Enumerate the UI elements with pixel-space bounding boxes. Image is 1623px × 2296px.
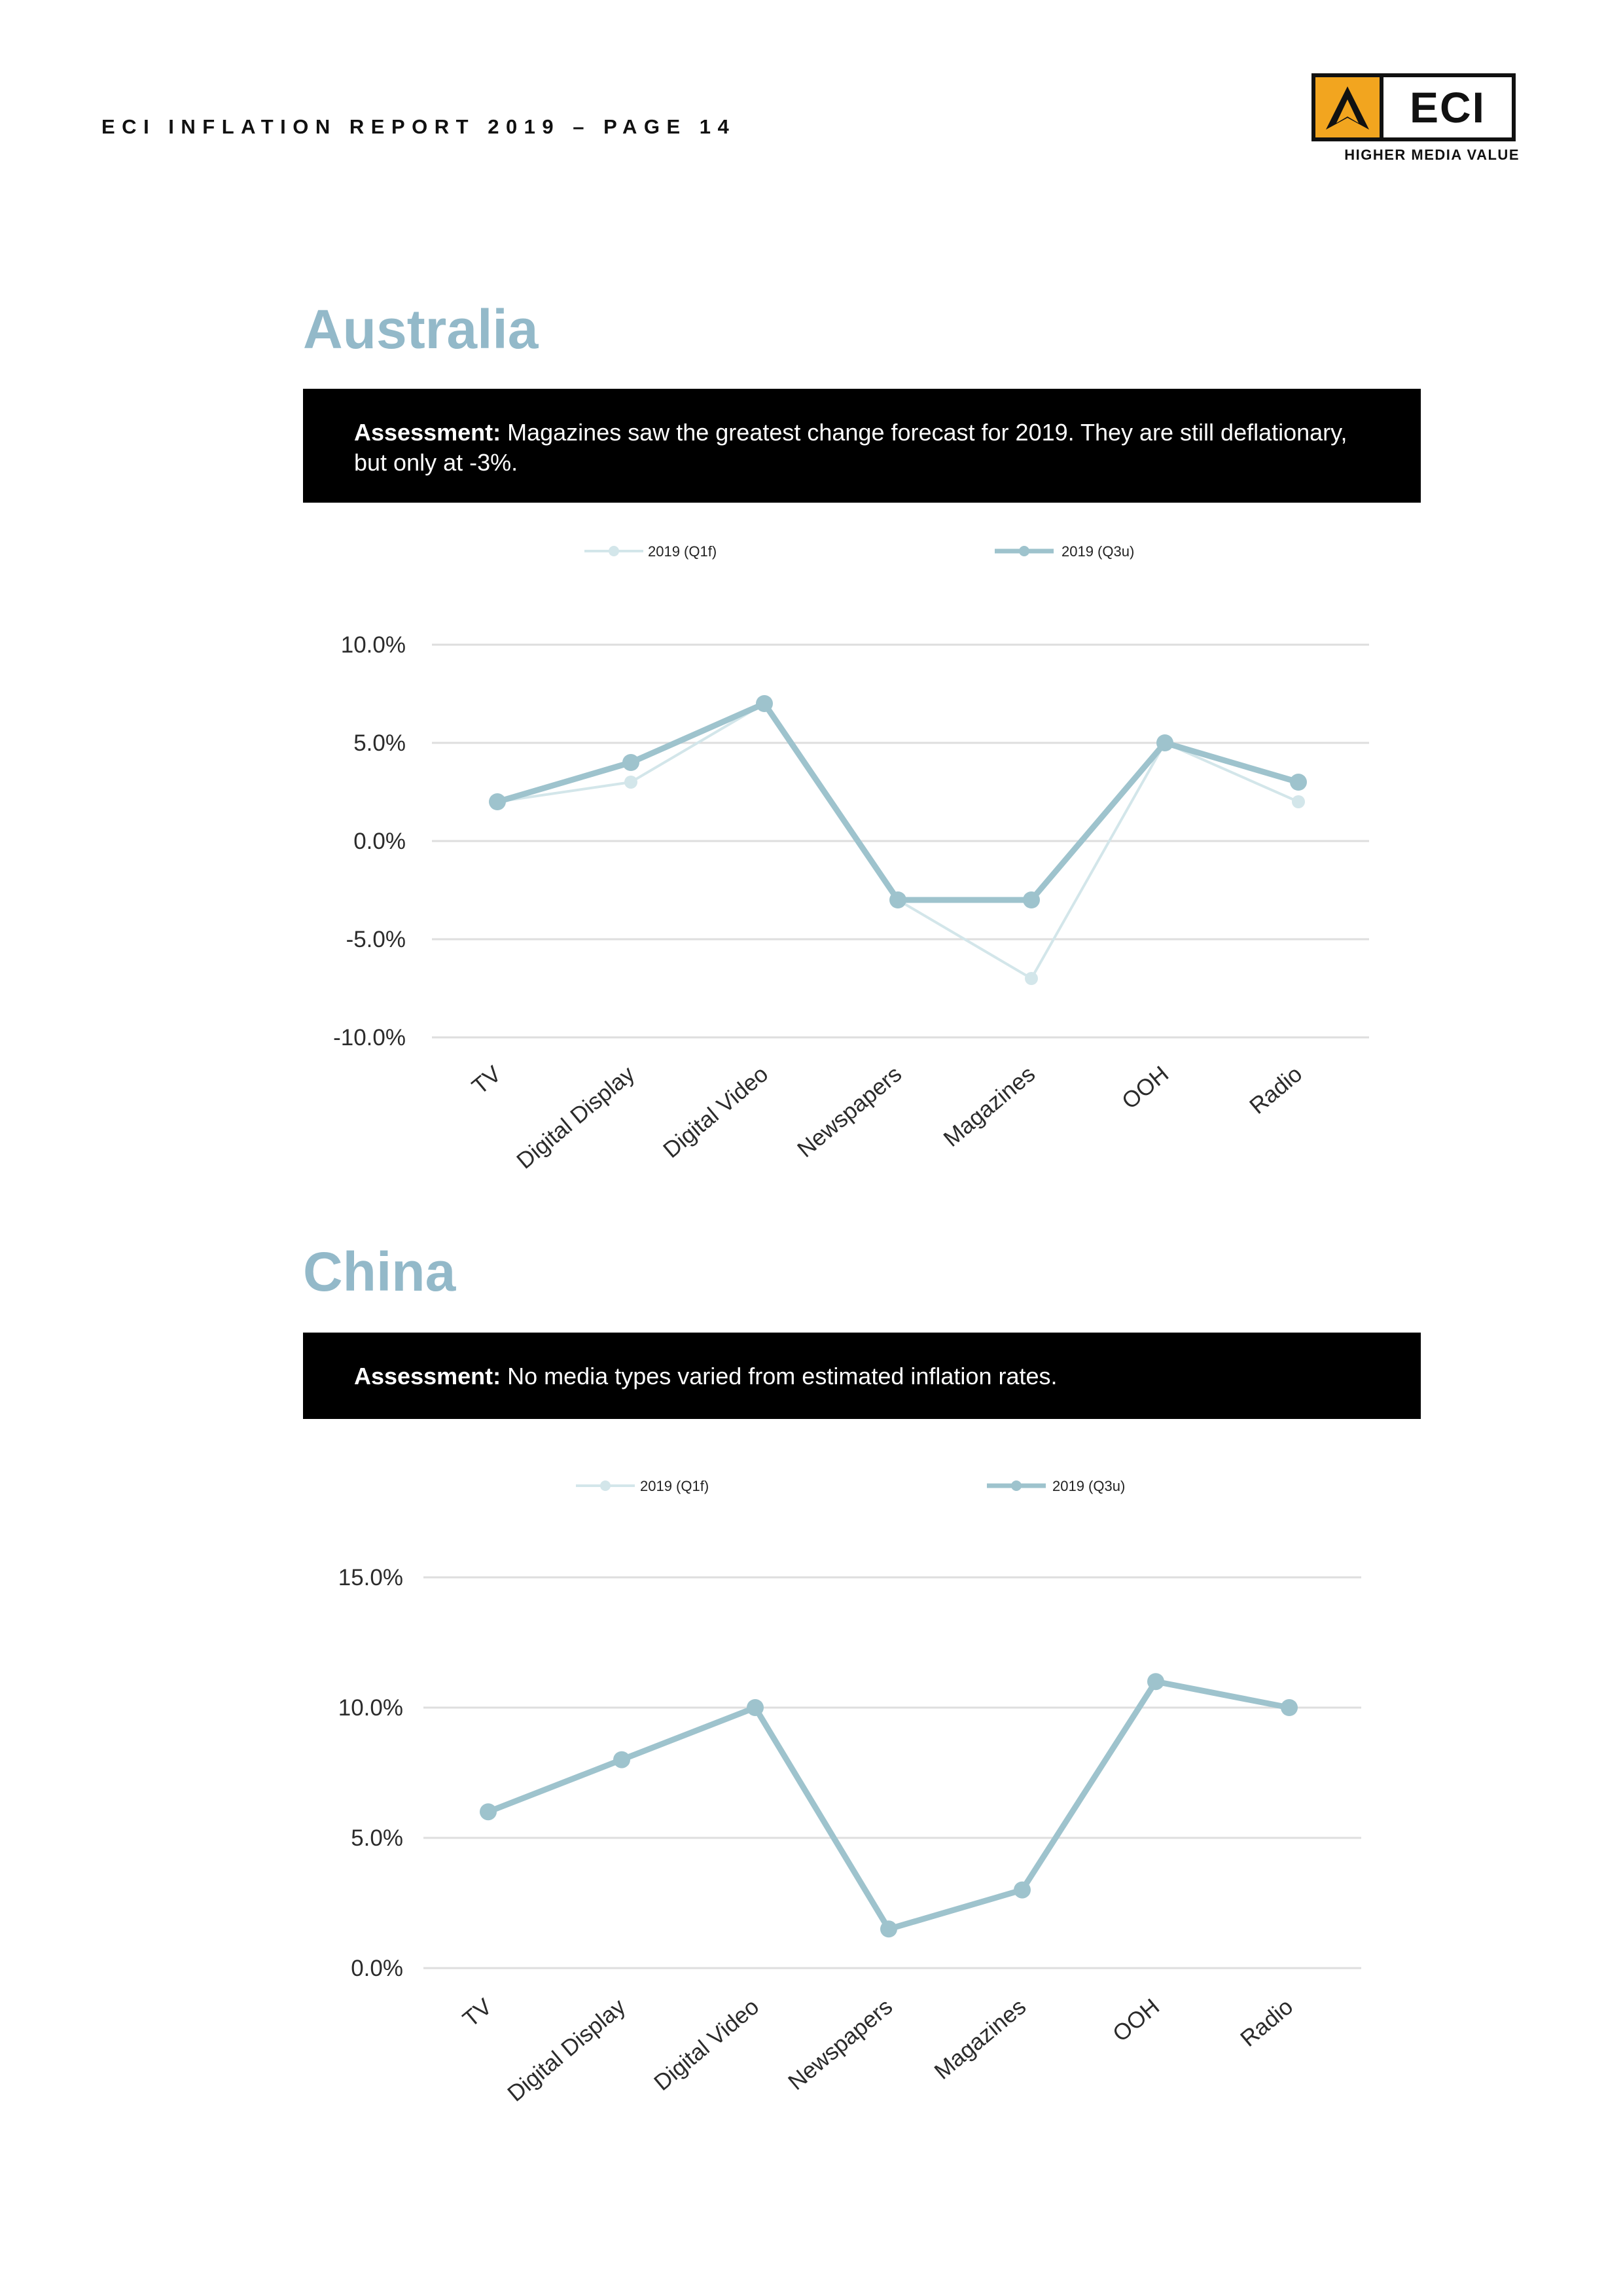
- series-line-0: [488, 1681, 1289, 1929]
- data-point: [880, 1920, 897, 1937]
- y-tick-label: -10.0%: [333, 1025, 406, 1050]
- logo-wordmark: ECI: [1409, 83, 1486, 132]
- legend-label-0: 2019 (Q1f): [648, 543, 717, 560]
- data-point: [889, 891, 906, 908]
- x-category-label: TV: [457, 1994, 497, 2032]
- x-category-label: OOH: [1116, 1061, 1174, 1115]
- data-point: [622, 754, 639, 771]
- legend-label-0: 2019 (Q1f): [640, 1478, 709, 1494]
- assessment-box-china: [303, 1333, 1421, 1419]
- legend-label-1: 2019 (Q3u): [1052, 1478, 1126, 1494]
- x-category-label: Radio: [1236, 1994, 1298, 2052]
- data-point: [1023, 891, 1040, 908]
- legend-marker-0: [600, 1480, 611, 1491]
- legend-marker-1: [1019, 546, 1029, 556]
- data-point: [1025, 972, 1038, 985]
- x-category-label: Newspapers: [783, 1994, 898, 2096]
- x-category-label: Digital Display: [503, 1994, 631, 2107]
- data-point: [1281, 1699, 1298, 1716]
- x-category-label: Newspapers: [793, 1061, 907, 1163]
- data-point: [747, 1699, 764, 1716]
- assessment-text: Magazines saw the greatest change forecast for 2019. They are still deflationary, but only at -3%.: [354, 419, 1347, 476]
- data-point: [1014, 1882, 1031, 1899]
- section-title-australia: Australia: [303, 298, 539, 360]
- y-tick-label: 5.0%: [351, 1825, 403, 1851]
- assessment-box-australia: [303, 389, 1421, 503]
- x-category-label: Digital Display: [512, 1061, 640, 1174]
- legend-label-1: 2019 (Q3u): [1061, 543, 1135, 560]
- y-tick-label: 10.0%: [340, 632, 406, 658]
- assessment-text: No media types varied from estimated inflation rates.: [507, 1363, 1058, 1390]
- x-category-label: Magazines: [938, 1061, 1041, 1152]
- chart-china: [0, 1453, 1623, 2173]
- legend-marker-1: [1011, 1480, 1022, 1491]
- y-tick-label: 5.0%: [353, 730, 406, 756]
- series-line-1: [488, 1681, 1289, 1929]
- section-title-china: China: [303, 1241, 456, 1302]
- y-tick-label: 10.0%: [338, 1695, 403, 1721]
- data-point: [1147, 1673, 1164, 1690]
- x-category-label: Magazines: [929, 1994, 1031, 2085]
- x-category-label: Digital Video: [658, 1061, 774, 1164]
- eci-logo: [1311, 73, 1520, 164]
- logo-box: [1311, 73, 1516, 141]
- logo-arrow-icon: [1315, 77, 1383, 137]
- x-category-label: Radio: [1245, 1061, 1308, 1119]
- x-category-label: Digital Video: [649, 1994, 764, 2096]
- data-point: [613, 1751, 630, 1768]
- x-category-label: OOH: [1107, 1994, 1165, 2047]
- data-point: [480, 1803, 497, 1820]
- assessment-label: Assessment:: [354, 419, 501, 446]
- x-category-label: TV: [467, 1061, 507, 1100]
- data-point: [756, 695, 773, 712]
- y-tick-label: 0.0%: [353, 829, 406, 854]
- data-point: [624, 776, 637, 789]
- data-point: [1290, 774, 1307, 791]
- logo-tagline: HIGHER MEDIA VALUE: [1344, 147, 1520, 163]
- y-tick-label: -5.0%: [346, 927, 406, 952]
- assessment-label: Assessment:: [354, 1363, 501, 1390]
- data-point: [489, 793, 506, 810]
- data-point: [1156, 734, 1173, 751]
- chart-australia: [0, 524, 1623, 1178]
- legend-marker-0: [609, 546, 619, 556]
- report-header: ECI INFLATION REPORT 2019 – PAGE 14: [101, 115, 736, 138]
- y-tick-label: 0.0%: [351, 1956, 403, 1981]
- series-line-1: [497, 704, 1298, 900]
- data-point: [1292, 795, 1305, 808]
- y-tick-label: 15.0%: [338, 1565, 403, 1590]
